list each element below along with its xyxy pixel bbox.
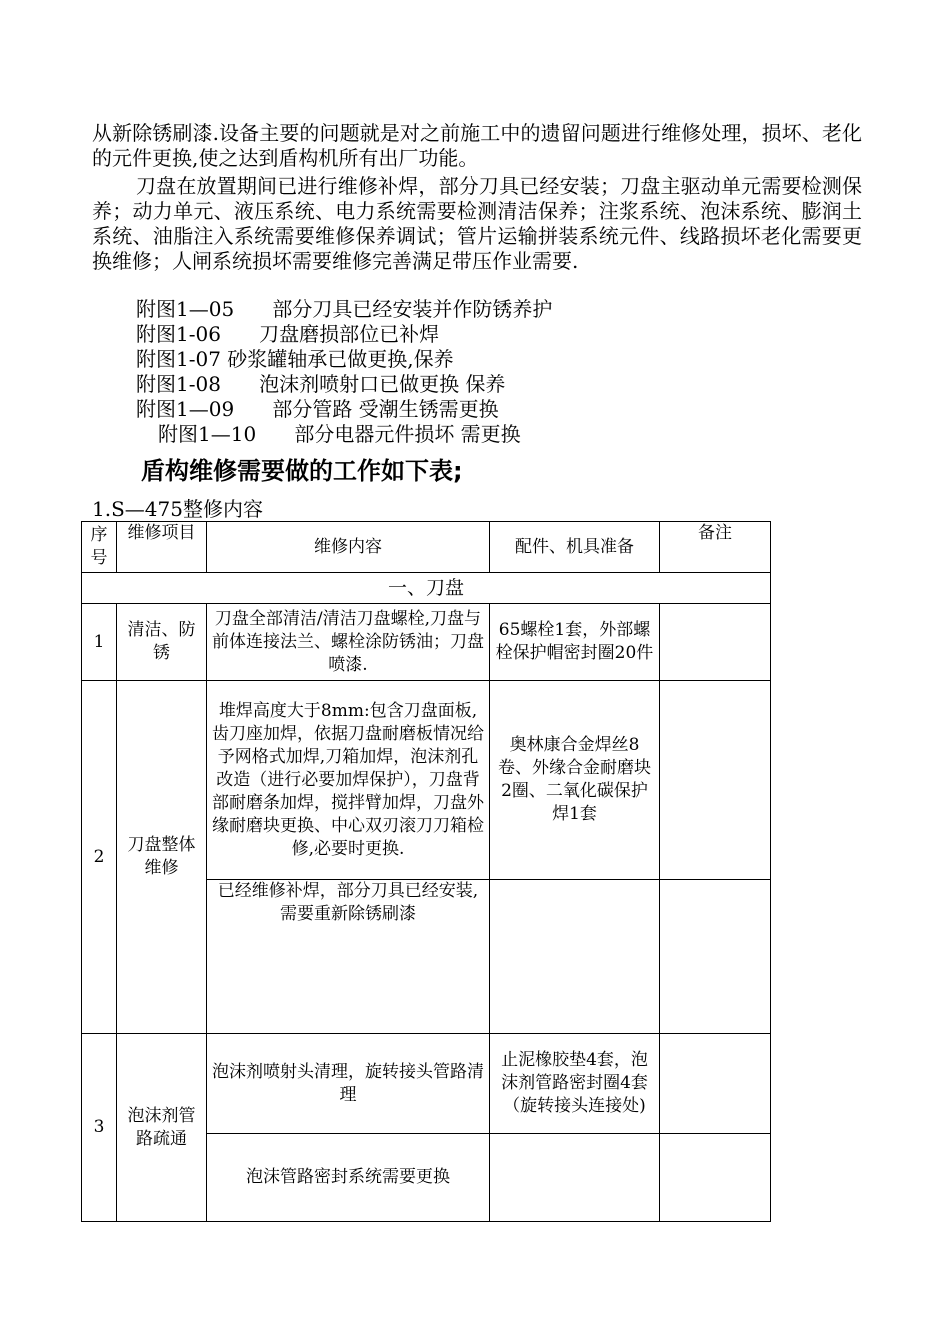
figure-caption-1-08: 附图1-08 泡沫剂喷射口已做更换 保养: [136, 372, 506, 396]
row-no: 2: [82, 681, 117, 1034]
row-note: [660, 681, 771, 880]
repair-table: [81, 521, 771, 1222]
row-note-2: [660, 880, 771, 1034]
header-parts: 配件、机具准备: [490, 522, 660, 573]
row-content-2: 泡沫管路密封系统需要更换: [207, 1134, 490, 1222]
row-content-2: 已经维修补焊，部分刀具已经安装,需要重新除锈刷漆: [207, 880, 490, 1034]
row-content: 泡沫剂喷射头清理，旋转接头管路清理: [207, 1034, 490, 1134]
table-row: [82, 681, 771, 880]
figure-caption-1-10: 附图1—10 部分电器元件损坏 需更换: [158, 422, 521, 446]
row-parts: 止泥橡胶垫4套，泡沫剂管路密封圈4套（旋转接头连接处): [490, 1034, 660, 1134]
row-parts: 奥林康合金焊丝8卷、外缘合金耐磨块2圈、二氧化碳保护焊1套: [490, 681, 660, 880]
table-row: [82, 604, 771, 681]
row-no: 1: [82, 604, 117, 681]
header-seq: 序号: [82, 522, 117, 573]
section-title: 一、刀盘: [82, 573, 771, 604]
figure-caption-1-09: 附图1—09 部分管路 受潮生锈需更换: [136, 397, 499, 421]
figure-caption-1-05: 附图1—05 部分刀具已经安装并作防锈养护: [136, 297, 553, 321]
intro-paragraph-2: 刀盘在放置期间已进行维修补焊，部分刀具已经安装；刀盘主驱动单元需要检测保养；动力单元、液压系统、电力系统需要检测清洁保养；注浆系统、泡沫系统、膨润土系统、油脂注入系统需要维修保养调试；管片运输拼装系统元件、线路损坏老化需要更换维修；人闸系统损坏需要维修完善满足带压作业需要.: [92, 174, 862, 273]
table-title: 1.S—475整修内容: [92, 497, 263, 521]
table-row: [82, 1034, 771, 1134]
row-parts-2: [490, 880, 660, 1034]
row-no: 3: [82, 1034, 117, 1222]
header-note: 备注: [660, 522, 771, 573]
header-content: 维修内容: [207, 522, 490, 573]
row-content: 堆焊高度大于8mm:包含刀盘面板,齿刀座加焊，依据刀盘耐磨板情况给予网格式加焊,刀箱加焊，泡沫剂孔改造（进行必要加焊保护），刀盘背部耐磨条加焊，搅拌臂加焊，刀盘外缘耐磨块更换、中心双刃滚刀刀箱检修,必要时更换.: [207, 681, 490, 880]
section-row: [82, 573, 771, 604]
figure-caption-1-06: 附图1-06 刀盘磨损部位已补焊: [136, 322, 440, 346]
row-item: 泡沫剂管路疏通: [117, 1034, 207, 1222]
row-content: 刀盘全部清洁/清洁刀盘螺栓,刀盘与前体连接法兰、螺栓涂防锈油；刀盘喷漆.: [207, 604, 490, 681]
intro-paragraph-1: 从新除锈刷漆.设备主要的问题就是对之前施工中的遗留问题进行维修处理，损坏、老化的元件更换,使之达到盾构机所有出厂功能。: [92, 121, 862, 170]
row-note: [660, 1034, 771, 1134]
row-note: [660, 604, 771, 681]
row-item: 清洁、防锈: [117, 604, 207, 681]
row-item: 刀盘整体维修: [117, 681, 207, 1034]
row-parts-2: [490, 1134, 660, 1222]
section-heading: 盾构维修需要做的工作如下表;: [141, 457, 463, 485]
row-parts: 65螺栓1套，外部螺栓保护帽密封圈20件: [490, 604, 660, 681]
table-header-row: [82, 522, 771, 573]
row-note-2: [660, 1134, 771, 1222]
figure-caption-1-07: 附图1-07 砂浆罐轴承已做更换,保养: [136, 347, 454, 371]
header-item: 维修项目: [117, 522, 207, 573]
